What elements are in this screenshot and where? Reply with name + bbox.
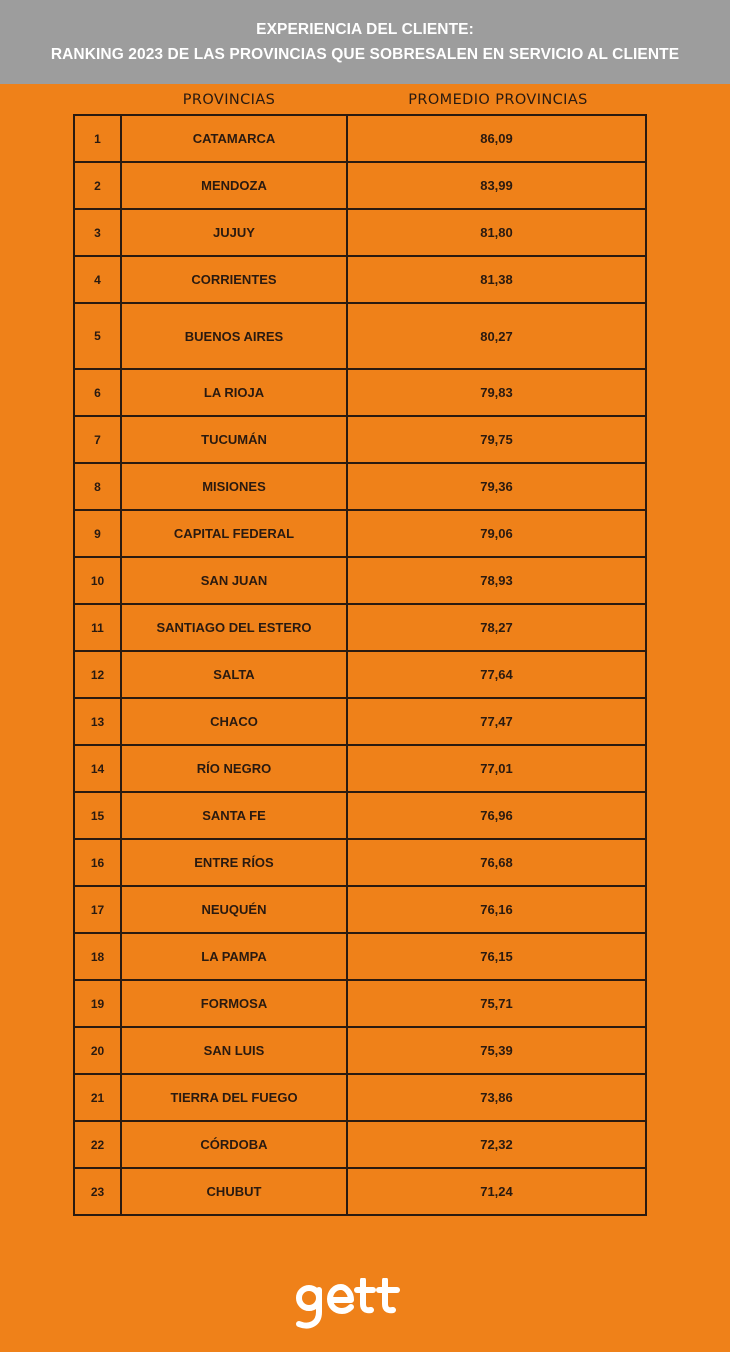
promedio-cell: 78,27 <box>347 604 646 651</box>
table-row <box>74 745 646 792</box>
promedio-cell: 81,80 <box>347 209 646 256</box>
promedio-cell: 77,47 <box>347 698 646 745</box>
header-banner <box>0 0 730 84</box>
table-row <box>74 463 646 510</box>
provincia-cell: SALTA <box>121 651 347 698</box>
rank-cell: 11 <box>74 604 121 651</box>
promedio-cell: 79,36 <box>347 463 646 510</box>
table-row <box>74 604 646 651</box>
table-row <box>74 980 646 1027</box>
rank-cell: 10 <box>74 557 121 604</box>
provincia-cell: LA RIOJA <box>121 369 347 416</box>
table-row <box>74 209 646 256</box>
provincia-cell: CÓRDOBA <box>121 1121 347 1168</box>
promedio-cell: 79,75 <box>347 416 646 463</box>
table-row <box>74 1168 646 1215</box>
table-row <box>74 510 646 557</box>
promedio-cell: 77,64 <box>347 651 646 698</box>
rank-cell: 6 <box>74 369 121 416</box>
provincia-cell: TIERRA DEL FUEGO <box>121 1074 347 1121</box>
promedio-cell: 83,99 <box>347 162 646 209</box>
table-row <box>74 1074 646 1121</box>
rank-cell: 3 <box>74 209 121 256</box>
header-title-line2: RANKING 2023 DE LAS PROVINCIAS QUE SOBRESALEN EN SERVICIO AL CLIENTE <box>50 46 680 63</box>
rank-cell: 7 <box>74 416 121 463</box>
header-title-line1: EXPERIENCIA DEL CLIENTE: <box>256 21 474 38</box>
provincia-cell: SAN JUAN <box>121 557 347 604</box>
provincia-cell: NEUQUÉN <box>121 886 347 933</box>
provincia-cell: FORMOSA <box>121 980 347 1027</box>
table-row <box>74 557 646 604</box>
promedio-cell: 76,68 <box>347 839 646 886</box>
rank-cell: 8 <box>74 463 121 510</box>
promedio-cell: 73,86 <box>347 1074 646 1121</box>
rank-cell: 12 <box>74 651 121 698</box>
rank-cell: 13 <box>74 698 121 745</box>
table-row <box>74 115 646 162</box>
provincia-cell: CHACO <box>121 698 347 745</box>
rank-cell: 5 <box>74 303 121 369</box>
rank-cell: 18 <box>74 933 121 980</box>
rank-cell: 2 <box>74 162 121 209</box>
table-row <box>74 886 646 933</box>
table-row <box>74 839 646 886</box>
promedio-cell: 86,09 <box>347 115 646 162</box>
provincia-cell: TUCUMÁN <box>121 416 347 463</box>
gett-logo-icon <box>289 1278 405 1338</box>
promedio-cell: 75,39 <box>347 1027 646 1074</box>
promedio-cell: 75,71 <box>347 980 646 1027</box>
table-row <box>74 792 646 839</box>
promedio-cell: 80,27 <box>347 303 646 369</box>
provincia-cell: SANTIAGO DEL ESTERO <box>121 604 347 651</box>
rank-cell: 22 <box>74 1121 121 1168</box>
provincia-cell: CAPITAL FEDERAL <box>121 510 347 557</box>
rank-cell: 21 <box>74 1074 121 1121</box>
rank-cell: 23 <box>74 1168 121 1215</box>
table-row <box>74 369 646 416</box>
table-row <box>74 1121 646 1168</box>
rank-cell: 4 <box>74 256 121 303</box>
ranking-table <box>73 114 647 1216</box>
table-row <box>74 256 646 303</box>
column-header-promedio: PROMEDIO PROVINCIAS <box>408 92 588 108</box>
rank-cell: 20 <box>74 1027 121 1074</box>
table-row <box>74 651 646 698</box>
rank-cell: 1 <box>74 115 121 162</box>
table-row <box>74 933 646 980</box>
promedio-cell: 76,15 <box>347 933 646 980</box>
provincia-cell: CORRIENTES <box>121 256 347 303</box>
promedio-cell: 76,96 <box>347 792 646 839</box>
promedio-cell: 72,32 <box>347 1121 646 1168</box>
promedio-cell: 78,93 <box>347 557 646 604</box>
promedio-cell: 79,83 <box>347 369 646 416</box>
table-row <box>74 1027 646 1074</box>
provincia-cell: LA PAMPA <box>121 933 347 980</box>
rank-cell: 9 <box>74 510 121 557</box>
rank-cell: 17 <box>74 886 121 933</box>
provincia-cell: SANTA FE <box>121 792 347 839</box>
provincia-cell: CHUBUT <box>121 1168 347 1215</box>
provincia-cell: CATAMARCA <box>121 115 347 162</box>
provincia-cell: RÍO NEGRO <box>121 745 347 792</box>
table-row <box>74 303 646 369</box>
provincia-cell: MENDOZA <box>121 162 347 209</box>
promedio-cell: 79,06 <box>347 510 646 557</box>
rank-cell: 16 <box>74 839 121 886</box>
provincia-cell: ENTRE RÍOS <box>121 839 347 886</box>
rank-cell: 15 <box>74 792 121 839</box>
provincia-cell: BUENOS AIRES <box>121 303 347 369</box>
provincia-cell: SAN LUIS <box>121 1027 347 1074</box>
promedio-cell: 77,01 <box>347 745 646 792</box>
provincia-cell: MISIONES <box>121 463 347 510</box>
rank-cell: 19 <box>74 980 121 1027</box>
table-row <box>74 416 646 463</box>
rank-cell: 14 <box>74 745 121 792</box>
table-row <box>74 162 646 209</box>
promedio-cell: 76,16 <box>347 886 646 933</box>
provincia-cell: JUJUY <box>121 209 347 256</box>
column-header-provincias: PROVINCIAS <box>182 92 276 108</box>
table-row <box>74 698 646 745</box>
promedio-cell: 71,24 <box>347 1168 646 1215</box>
promedio-cell: 81,38 <box>347 256 646 303</box>
